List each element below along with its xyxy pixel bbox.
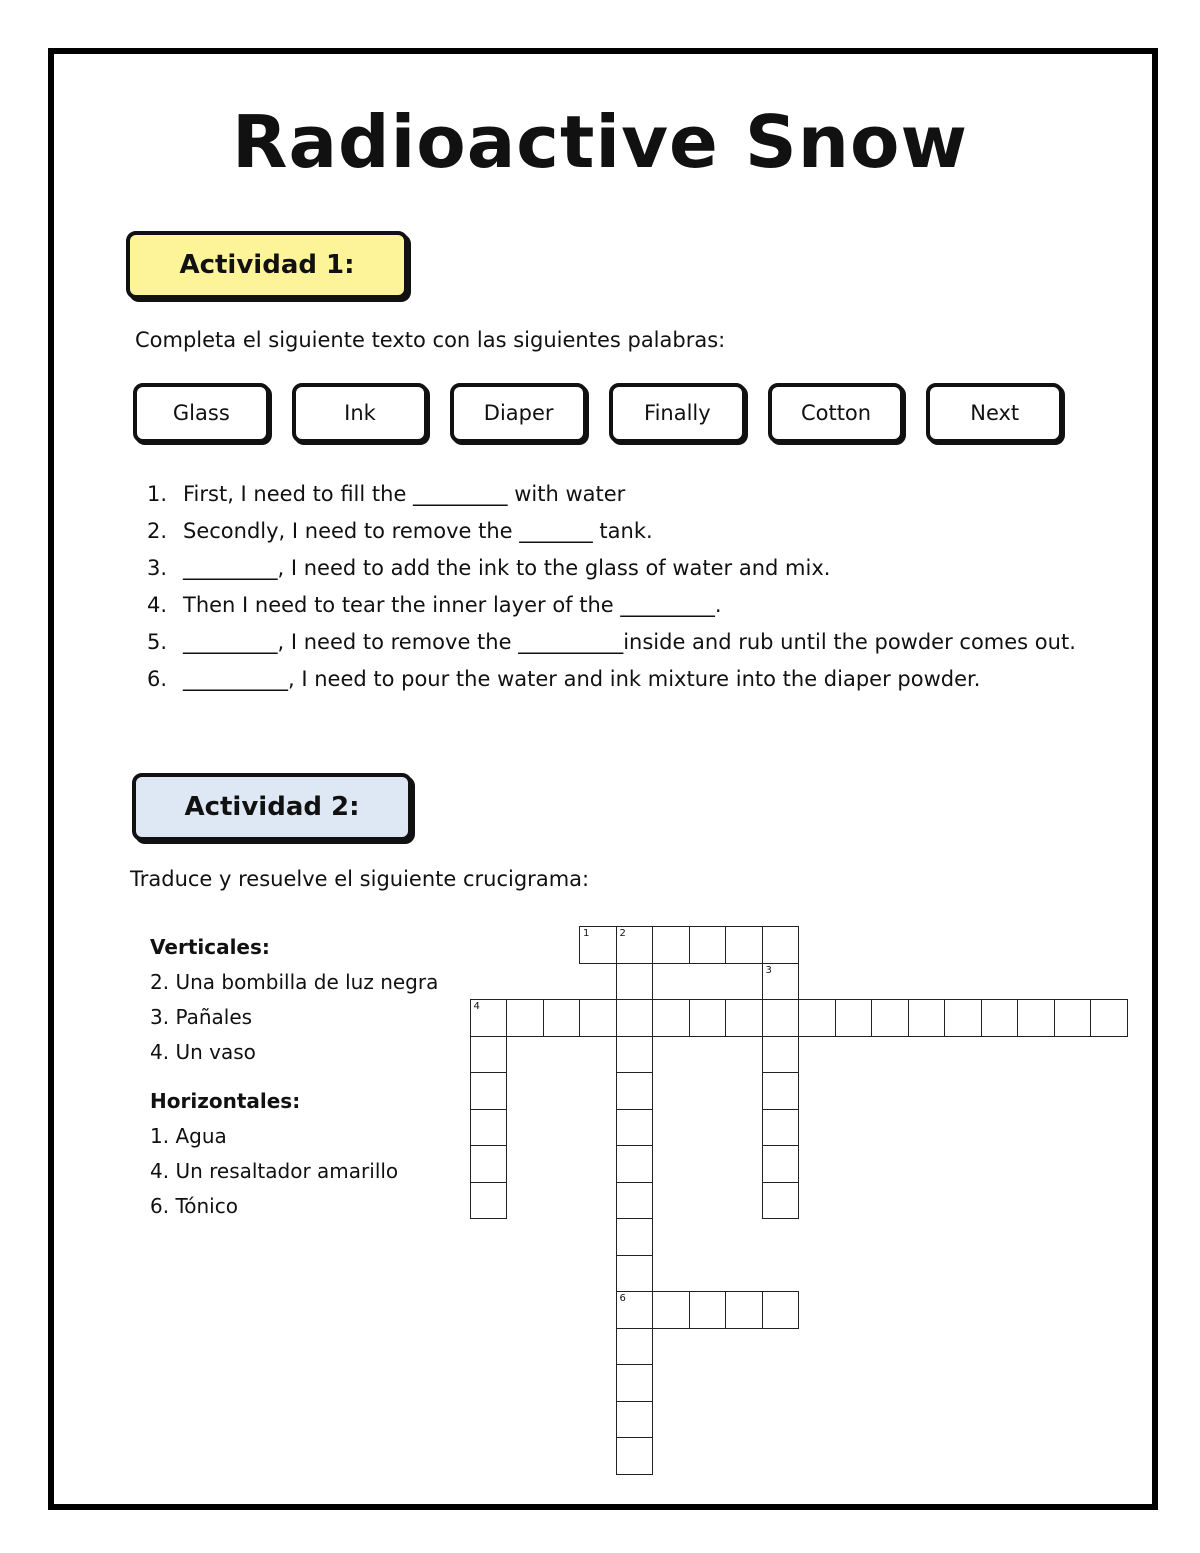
word-bank-item: Glass [133, 383, 270, 443]
item-text: First, I need to fill the _________ with water [183, 482, 626, 506]
crossword-clue-number: 3 [765, 964, 772, 976]
crossword-clue-number: 1 [583, 928, 590, 939]
clue-item: 2. Una bombilla de luz negra [150, 970, 439, 994]
clue-item: 4. Un vaso [150, 1040, 256, 1064]
clue-item: 6. Tónico [150, 1194, 238, 1218]
item-number: 4. [147, 593, 168, 617]
item-text: Then I need to tear the inner layer of the _________. [183, 593, 722, 617]
list-item [147, 661, 1087, 698]
crossword-clue-number: 2 [619, 928, 626, 939]
word-bank [133, 383, 1063, 443]
page-title: Radioactive Snow [232, 100, 968, 184]
item-text: Secondly, I need to remove the _______ tank. [183, 519, 653, 543]
activity-2-label: Actividad 2: [132, 773, 412, 841]
fill-in-list [147, 476, 1087, 698]
item-number: 1. [147, 482, 168, 506]
verticales-heading: Verticales: [150, 935, 270, 959]
horizontales-heading: Horizontales: [150, 1089, 301, 1113]
list-item [147, 587, 1087, 624]
clue-item: 1. Agua [150, 1124, 227, 1148]
item-text: _________, I need to add the ink to the glass of water and mix. [183, 556, 831, 580]
item-text: __________, I need to pour the water and ink mixture into the diaper powder. [183, 667, 981, 691]
word-bank-item: Diaper [450, 383, 587, 443]
crossword-clue-number: 4 [473, 1001, 480, 1012]
crossword-clue-number: 6 [619, 1293, 626, 1304]
word-bank-item: Ink [292, 383, 429, 443]
list-item [147, 476, 1087, 513]
item-number: 6. [147, 667, 168, 691]
word-bank-item: Finally [609, 383, 746, 443]
item-number: 3. [147, 556, 168, 580]
list-item [147, 513, 1087, 550]
activity-1-label: Actividad 1: [126, 231, 408, 299]
activity-1-instruction: Completa el siguiente texto con las siguientes palabras: [135, 328, 726, 352]
list-item [147, 624, 1087, 661]
item-number: 2. [147, 519, 168, 543]
activity-2-instruction: Traduce y resuelve el siguiente crucigrama: [130, 867, 590, 891]
word-bank-item: Next [926, 383, 1063, 443]
item-number: 5. [147, 630, 168, 654]
clue-item: 3. Pañales [150, 1005, 253, 1029]
list-item [147, 550, 1087, 587]
crossword-clues [150, 930, 440, 1224]
word-bank-item: Cotton [768, 383, 905, 443]
item-text: _________, I need to remove the __________inside and rub until the powder comes out. [183, 630, 1076, 654]
clue-item: 4. Un resaltador amarillo [150, 1159, 399, 1183]
